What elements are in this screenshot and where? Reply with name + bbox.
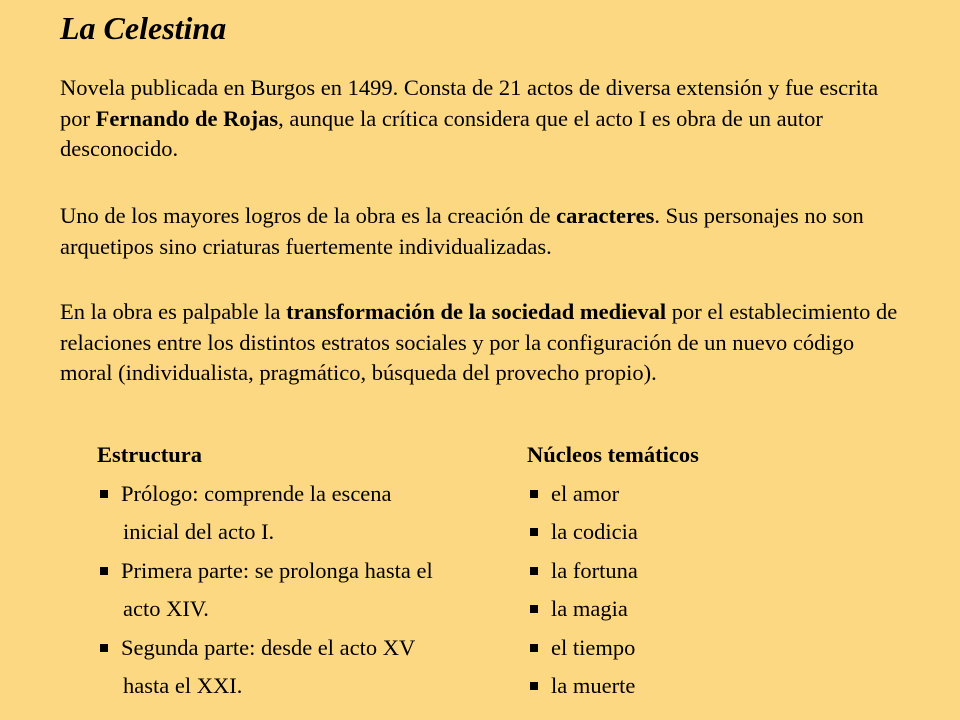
square-bullet-icon xyxy=(530,605,538,613)
list-item-text: Prólogo: comprende la escena xyxy=(121,480,392,506)
square-bullet-icon xyxy=(530,644,538,652)
square-bullet-icon xyxy=(100,644,108,652)
characters-paragraph xyxy=(60,201,910,262)
list-item xyxy=(97,629,517,706)
list-item xyxy=(97,475,517,552)
list-item xyxy=(527,475,827,514)
list-item-text: acto XIV. xyxy=(123,596,209,621)
paragraph-text: En la obra es palpable la xyxy=(60,299,287,324)
estructura-heading: Estructura xyxy=(97,442,202,467)
list-item-text: el tiempo xyxy=(551,634,636,660)
square-bullet-icon xyxy=(530,682,538,690)
list-item-text: el amor xyxy=(551,480,620,506)
list-item xyxy=(527,513,827,552)
list-item-text: la muerte xyxy=(551,673,636,698)
society-paragraph xyxy=(60,297,910,389)
list-item-text: hasta el XXI. xyxy=(123,673,243,698)
paragraph-text: , aunque la crítica considera que el acto I es obra de un autor desconocido. xyxy=(60,105,823,161)
list-item-text: inicial del acto I. xyxy=(123,519,275,544)
paragraph-text: Novela publicada en Burgos en 1499. Consta de 21 actos de diversa extensión y fue escrita por xyxy=(60,75,879,131)
intro-paragraph xyxy=(60,73,910,165)
nucleos-section xyxy=(527,436,827,706)
list-item-text: la magia xyxy=(551,596,628,621)
square-bullet-icon xyxy=(100,567,108,575)
list-item xyxy=(97,552,517,629)
square-bullet-icon xyxy=(530,567,538,575)
list-item xyxy=(527,552,827,591)
page-title: La Celestina xyxy=(60,10,227,46)
author-name: Fernando de Rojas xyxy=(95,105,279,131)
paragraph-text: . Sus personajes no son arquetipos sino criaturas fuertemente individualizadas. xyxy=(60,203,864,259)
square-bullet-icon xyxy=(530,490,538,498)
estructura-section xyxy=(97,436,517,706)
list-item-text: Primera parte: se prolonga hasta el xyxy=(121,557,433,583)
list-item-text: Segunda parte: desde el acto XV xyxy=(121,634,416,660)
nucleos-heading: Núcleos temáticos xyxy=(527,442,699,467)
paragraph-text: Uno de los mayores logros de la obra es la creación de xyxy=(60,203,557,228)
emphasis-text: transformación de la sociedad medieval xyxy=(286,299,667,324)
list-item xyxy=(527,667,827,706)
square-bullet-icon xyxy=(530,528,538,536)
square-bullet-icon xyxy=(100,490,108,498)
emphasis-text: caracteres xyxy=(556,203,655,228)
list-item-text: la codicia xyxy=(551,519,638,544)
list-item-text: la fortuna xyxy=(551,557,638,583)
list-item xyxy=(527,629,827,668)
paragraph-text: por el establecimiento de relaciones entre los distintos estratos sociales y por la configuración de un nuevo código moral (individualista, pragmático, búsqueda del provecho propio). xyxy=(60,299,898,385)
list-item xyxy=(527,590,827,629)
